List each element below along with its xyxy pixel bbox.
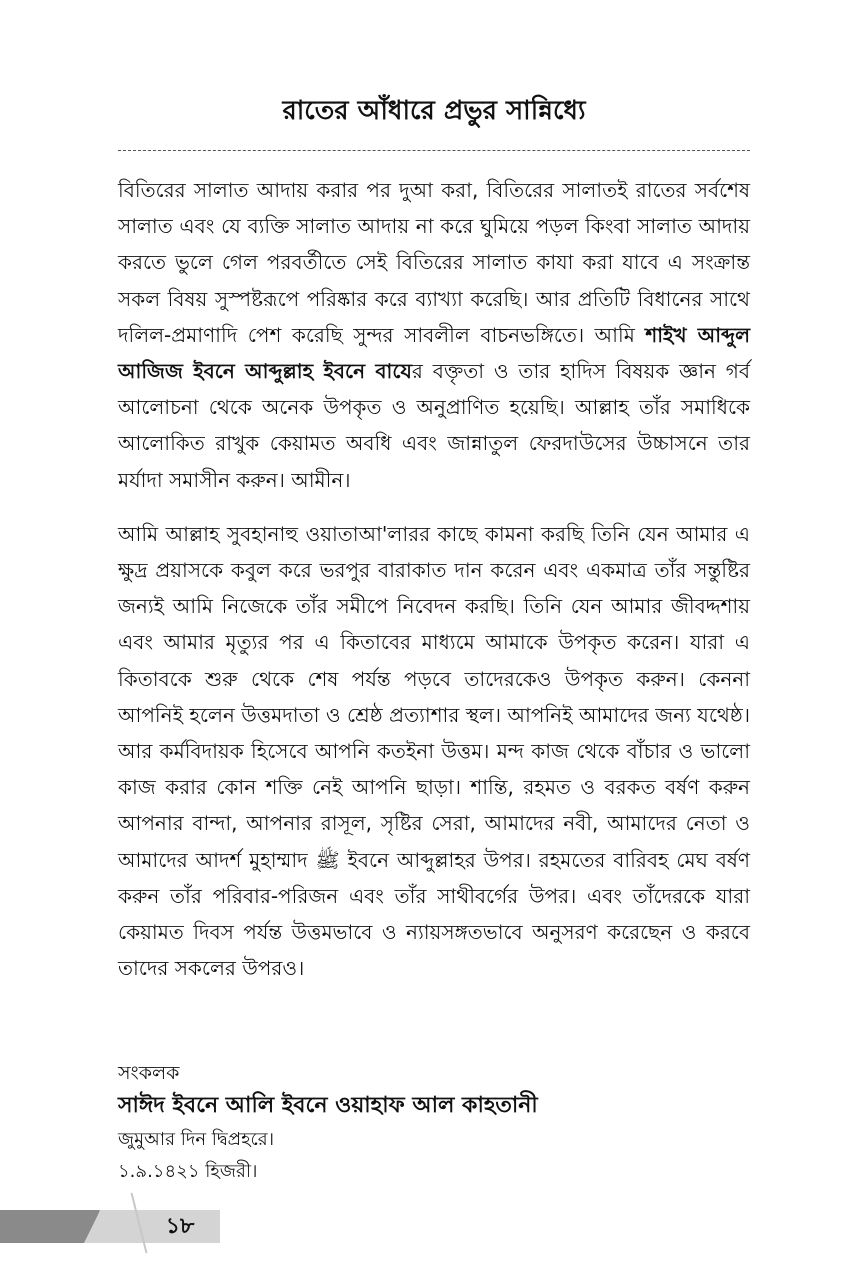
signature-block <box>118 1058 758 1188</box>
page-footer <box>0 1210 220 1243</box>
page-title: রাতের আঁধারে প্রভুর সান্নিধ্যে <box>282 96 586 126</box>
scholar-name: শাইখ আব্দুল আজিজ ইবনে আব্দুল্লাহ ইবনে বাযে <box>118 322 750 384</box>
compiler-name: সাঈদ ইবনে আলি ইবনে ওয়াহাফ আল কাহতানী <box>118 1093 538 1118</box>
footer-dark-band <box>0 1210 100 1243</box>
title-divider <box>118 150 750 151</box>
page-number: ১৮ <box>165 1214 195 1239</box>
signature-time: জুমুআর দিন দ্বিপ্রহরে। <box>118 1129 275 1150</box>
body-text <box>118 172 750 1004</box>
compiler-label: সংকলক <box>118 1062 180 1084</box>
paragraph-2: আমি আল্লাহ সুবহানাহু ওয়াতাআ'লারর কাছে কামনা করছি তিনি যেন আমার এ ক্ষুদ্র প্রয়াসকে কবুল করে ভরপুর বারাকাত দান করেন এবং একমাত্র তাঁর সন্তুষ্টির জন্যই আমি নিজেকে তাঁর সমীপে নিবেদন করছি। তিনি যেন আমার জীবদ্দশায় এবং আমার মৃত্যুর পর এ কিতাবের মাধ্যমে আমাকে উপকৃত করেন। যারা এ কিতাবকে শুরু থেকে শেষ পর্যন্ত পড়বে তাদেরকেও উপকৃত করুন। কেননা আপনিই হলেন উত্তমদাতা ও শ্রেষ্ঠ প্রত্যাশার স্থল। আপনিই আমাদের জন্য যথেষ্ঠ। আর কর্মবিদায়ক হিসেবে আপনি কতইনা উত্তম। মন্দ কাজ থেকে বাঁচার ও ভালো কাজ করার কোন শক্তি নেই আপনি ছাড়া। শান্তি, রহমত ও বরকত বর্ষণ করুন আপনার বান্দা, আপনার রাসূল, সৃষ্টির সেরা, আমাদের নবী, আমাদের নেতা ও আমাদের আদর্শ মুহাম্মাদ ﷺ ইবনে আব্দুল্লাহর উপর। রহমতের বারিবহ মেঘ বর্ষণ করুন তাঁর পরিবার-পরিজন এবং তাঁর সাথীবর্গের উপর। এবং তাঁদেরকে যারা কেয়ামত দিবস পর্যন্ত উত্তমভাবে ও ন্যায়সঙ্গতভাবে অনুসরণ করেছেন ও করবে তাদের সকলের উপরও। <box>118 521 750 981</box>
signature-date: ১.৯.১৪২১ হিজরী। <box>118 1161 258 1182</box>
paragraph-1-text-start: বিতিরের সালাত আদায় করার পর দুআ করা, বিতিরের সালাতই রাতের সর্বশেষ সালাত এবং যে ব্যক্তি সালাত আদায় না করে ঘুমিয়ে পড়ল কিংবা সালাত আদায় করতে ভুলে গেল পরবর্তীতে সেই বিতিরের সালাত কাযা করা যাবে এ সংক্রান্ত সকল বিষয় সুস্পষ্টরূপে পরিষ্কার করে ব্যাখ্যা করেছি। আর প্রতিটি বিধানের সাথে দলিল-প্রমাণাদি পেশ করেছি সুন্দর সাবলীল বাচনভঙ্গিতে। আমি <box>118 178 750 347</box>
paragraph-1-text-end: র বক্তৃতা ও তার হাদিস বিষয়ক জ্ঞান গর্ব আলোচনা থেকে অনেক উপকৃত ও অনুপ্রাণিত হয়েছি। আল্লাহ তাঁর সমাধিকে আলোকিত রাখুক কেয়ামত অবধি এবং জান্নাতুল ফেরদাউসের উচ্চাসনে তার মর্যাদা সমাসীন করুন। আমীন। <box>118 359 751 492</box>
paragraph-1 <box>118 172 750 498</box>
